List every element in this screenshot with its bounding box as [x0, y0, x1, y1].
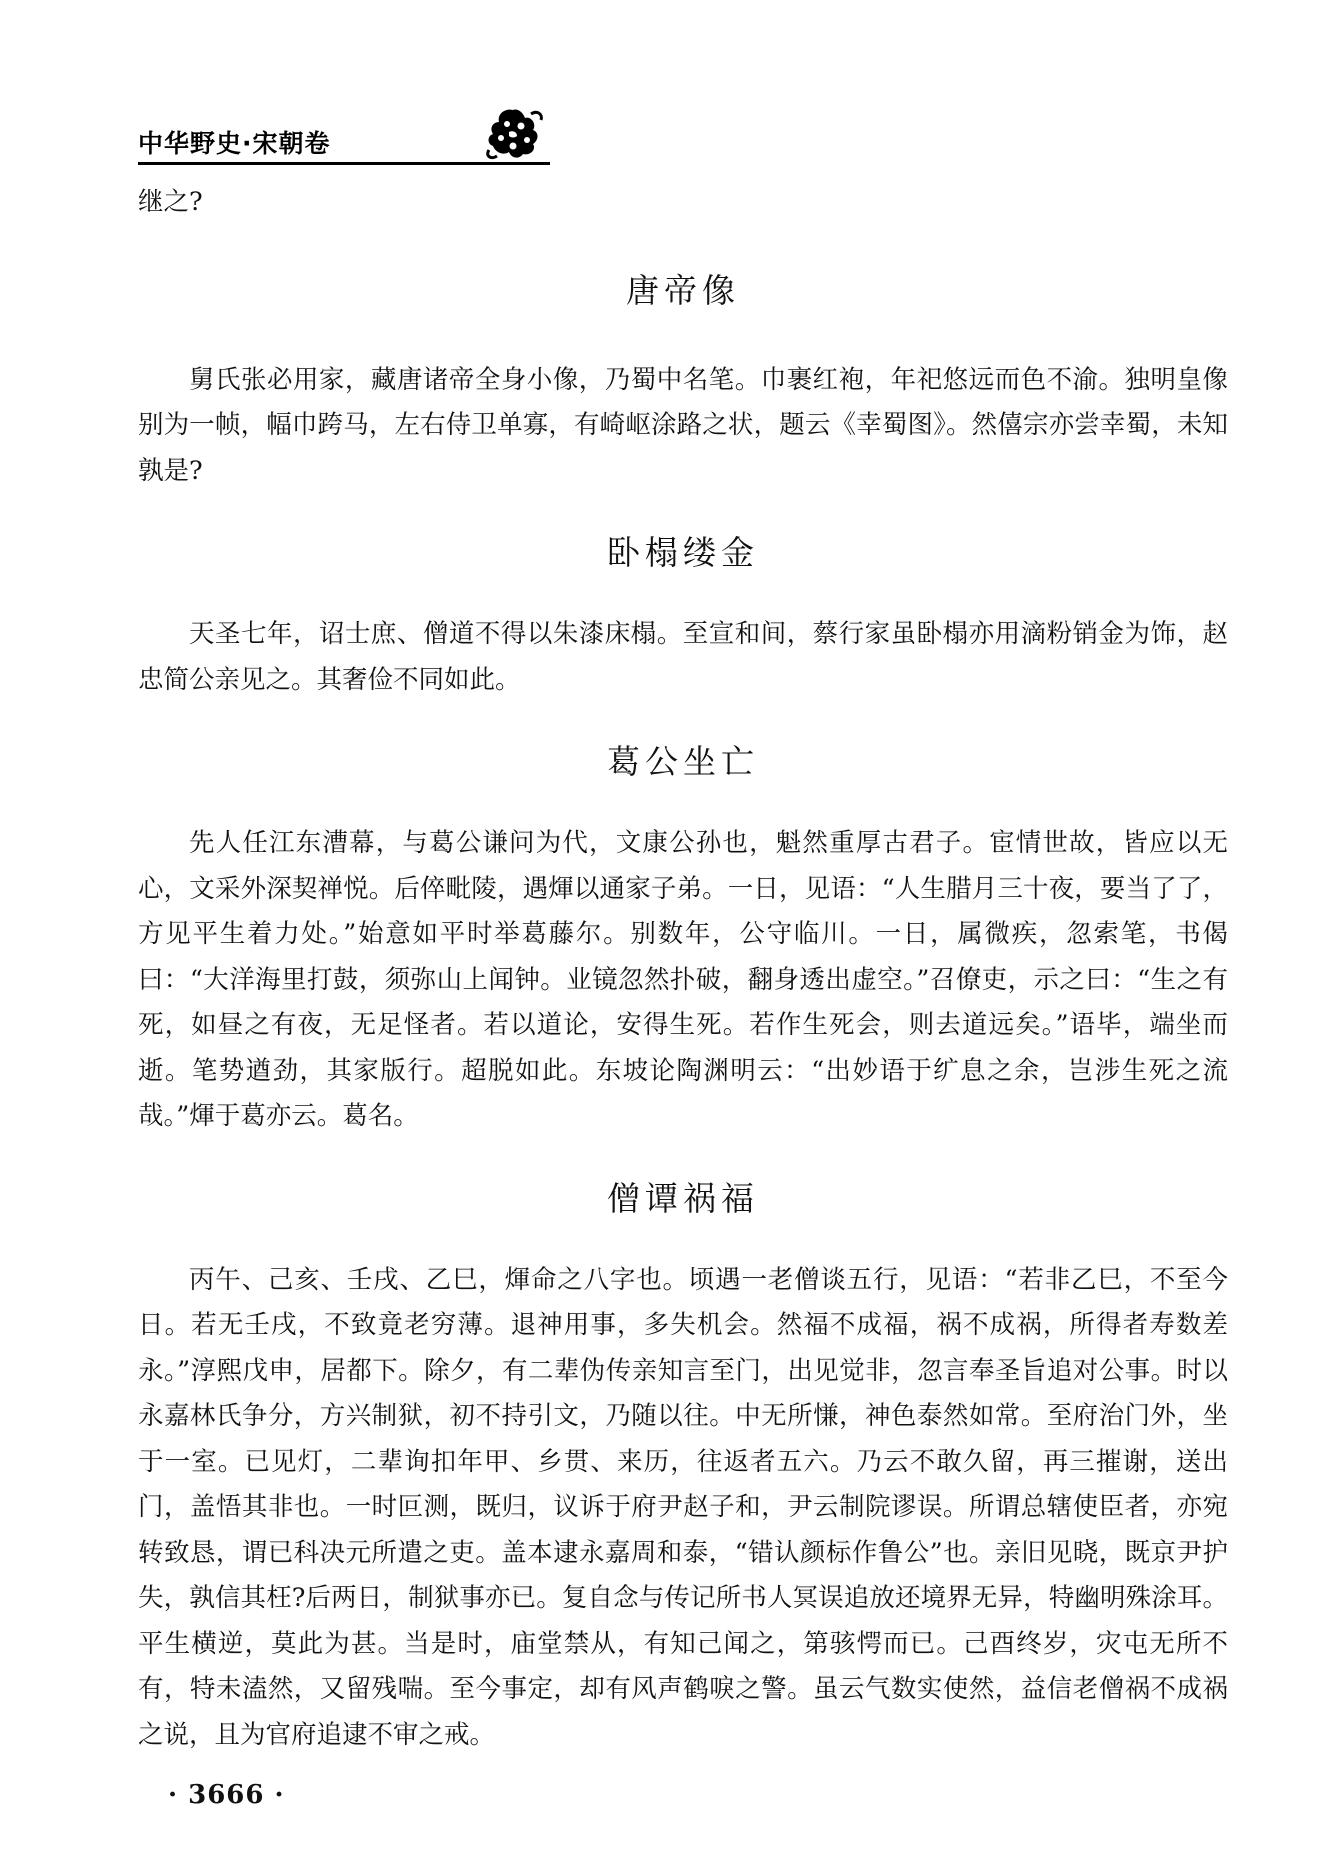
section-paragraph: 丙午、己亥、壬戌、乙巳，煇命之八字也。顷遇一老僧谈五行，见语：“若非乙巳，不至今日。若无壬戌，不致竟老穷薄。退神用事，多失机会。然福不成福，祸不成祸，所得者寿数差永。”淳熙戊申，居都下。除夕，有二辈伪传亲知言至门，出见觉非，忽言奉圣旨追对公事。时以永嘉林氏争分，方兴制狱，初不持引文，乃随以往。中无所慊，神色泰然如常。至府治门外，坐于一室。已见灯，二辈询扣年甲、乡贯、来历，往返者五六。乃云不敢久留，再三摧谢，送出门，盖悟其非也。一时叵测，既归，议诉于府尹赵子和，尹云制院谬误。所谓总辖使臣者，亦宛转致恳，谓已科决元所遣之吏。盖本逮永嘉周和泰，“错认颜标作鲁公”也。亲旧见晓，既京尹护失，孰信其枉?后两日，制狱事亦已。复自念与传记所书人冥误追放还境界无异，特幽明殊涂耳。平生横逆，莫此为甚。当是时，庙堂禁从，有知己闻之，第骇愕而已。己酉终岁，灾屯无所不有，特未溘然，又留残喘。至今事定，却有风声鹤唳之警。虽云气数实使然，益信老僧祸不成祸之说，且为官府追逮不审之戒。: [138, 1264, 1228, 1750]
dragon-emblem-icon: [483, 104, 545, 162]
page-number: · 3666 ·: [168, 1780, 285, 1810]
header-rule: [138, 162, 550, 165]
section-title: 僧谭祸福: [607, 1178, 759, 1218]
opening-line: 继之?: [138, 187, 203, 217]
book-title: 中华野史·宋朝卷: [138, 129, 331, 158]
section-title: 唐帝像: [626, 270, 740, 310]
page-body: [138, 180, 1228, 1758]
running-header: [138, 100, 550, 170]
section-paragraph: 先人任江东漕幕，与葛公谦问为代，文康公孙也，魁然重厚古君子。宦情世故，皆应以无心，文采外深契禅悦。后倅毗陵，遇煇以通家子弟。一日，见语：“人生腊月三十夜，要当了了，方见平生着力处。”始意如平时举葛藤尔。别数年，公守临川。一日，属微疾，忽索笔，书偈曰：“大洋海里打鼓，须弥山上闻钟。业镜忽然扑破，翻身透出虚空。”召僚吏，示之曰：“生之有死，如昼之有夜，无足怪者。若以道论，安得生死。若作生死会，则去道远矣。”语毕，端坐而逝。笔势遒劲，其家版行。超脱如此。东坡论陶渊明云：“出妙语于纩息之余，岂涉生死之流哉。”煇于葛亦云。葛名。: [138, 828, 1228, 1131]
section-paragraph: 舅氏张必用家，藏唐诸帝全身小像，乃蜀中名笔。巾裹红袍，年祀悠远而色不渝。独明皇像别为一帧，幅巾跨马，左右侍卫单寡，有崎岖涂路之状，题云《幸蜀图》。然僖宗亦尝幸蜀，未知孰是?: [138, 364, 1228, 486]
section-title: 卧榻缕金: [607, 533, 759, 572]
section-paragraph: 天圣七年，诏士庶、僧道不得以朱漆床榻。至宣和间，蔡行家虽卧榻亦用滴粉销金为饰，赵忠简公亲见之。其奢俭不同如此。: [138, 619, 1228, 695]
section-title: 葛公坐亡: [607, 742, 759, 781]
